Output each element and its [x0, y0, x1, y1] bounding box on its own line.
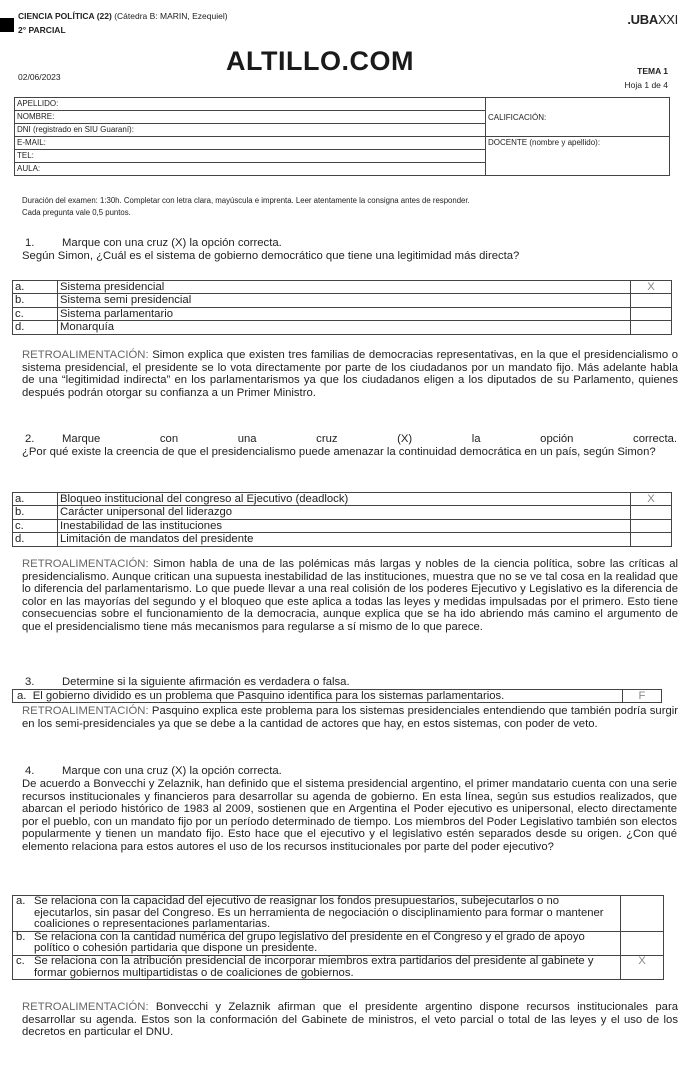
option-cell	[13, 931, 621, 955]
instructions-line1: Duración del examen: 1:30h. Completar con letra clara, mayúscula e imprenta. Leer atentamente la consigna antes de responder.	[22, 196, 470, 205]
option-text: Se relaciona con la cantidad numérica del grupo legislativo del presidente en el Congreso y el grado de apoyo político o cohesión partidaria que dispone un presidente.	[34, 930, 585, 955]
answer-box[interactable]	[631, 321, 672, 334]
q4-number: 4.	[25, 765, 35, 777]
course-name: CIENCIA POLÍTICA (22)	[18, 11, 112, 21]
feedback-text: Pasquino explica este problema para los sistemas presidenciales entendiendo que también podría surgir en los semi-presidenciales ya que se debe a la cantidad de actores que hay, en estos sistemas, con poder de veto.	[22, 705, 679, 730]
q4-feedback	[22, 1001, 678, 1039]
student-form	[14, 97, 670, 176]
statement-letter: a.	[17, 690, 27, 702]
q2-option-c[interactable]	[13, 519, 672, 532]
option-text: Se relaciona con la atribución presidencial de incorporar miembros extra partidarios del presidente al gabinete y formar gobiernos multipartidistas o de coaliciones de gobiernos.	[34, 954, 594, 979]
statement-cell	[13, 690, 623, 703]
option-letter: a.	[16, 895, 26, 907]
answer-box[interactable]	[631, 307, 672, 320]
field-dni[interactable]: DNI (registrado en SIU Guaraní):	[15, 124, 486, 137]
uba-logo-bold: .UBA	[627, 12, 658, 27]
q4-instruction: Marque con una cruz (X) la opción correcta.	[62, 765, 282, 777]
feedback-text: Simon habla de una de las polémicas más largas y nobles de la ciencia política, sobre las críticas al presidencialismo. Aunque critican una supuesta inestabilidad de las instituciones, muestra que no se ve tal cosa en la realidad que lo diferencia del parlamentarismo. Lo que puede llevar a una real colisión de los poderes Ejecutivo y Legislativo es la diferencia de color en las mayorías del segundo y el bloqueo que este aplica a todas las leyes y medidas impulsadas por el primero. Esto tiene consecuencias sobre el funcionamiento de la democracia, aunque explica que se ha ido abriendo más camino el argumento de que el presidencialismo tiene más mecanismos para regularse a sí mismo de lo que parece.	[22, 558, 679, 633]
answer-box[interactable]: X	[631, 281, 672, 294]
field-tel[interactable]: TEL:	[15, 150, 486, 163]
feedback-label: RETROALIMENTACIÓN:	[22, 1001, 149, 1013]
exam-date: 02/06/2023	[18, 72, 61, 82]
q1-option-a[interactable]	[13, 281, 672, 294]
q4-option-c[interactable]	[13, 955, 664, 979]
answer-box[interactable]: X	[621, 955, 664, 979]
q3-feedback	[22, 705, 678, 730]
option-text: Monarquía	[58, 321, 631, 334]
q1-question: Según Simon, ¿Cuál es el sistema de gobierno democrático que tiene una legitimidad más directa?	[22, 250, 520, 262]
q1-option-d[interactable]	[13, 321, 672, 334]
feedback-label: RETROALIMENTACIÓN:	[22, 349, 149, 361]
q4-option-b[interactable]	[13, 931, 664, 955]
q2-question: ¿Por qué existe la creencia de que el presidencialismo puede amenazar la continuidad democrática en un país, según Simon?	[22, 446, 656, 458]
option-letter: b.	[13, 294, 58, 307]
option-text: Sistema parlamentario	[58, 307, 631, 320]
q3-number: 3.	[25, 676, 35, 688]
q2-options	[12, 492, 672, 547]
option-text: Limitación de mandatos del presidente	[58, 533, 631, 546]
q2-option-a[interactable]	[13, 493, 672, 506]
option-letter: c.	[13, 307, 58, 320]
q4-options	[12, 895, 664, 980]
option-text: Sistema semi presidencial	[58, 294, 631, 307]
option-letter: b.	[13, 506, 58, 519]
instructions	[22, 195, 662, 219]
q2-option-d[interactable]	[13, 533, 672, 546]
q1-option-c[interactable]	[13, 307, 672, 320]
option-letter: c.	[16, 954, 25, 967]
exam-name: 2° PARCIAL	[18, 25, 66, 35]
answer-box[interactable]	[631, 506, 672, 519]
q3-statement[interactable]	[13, 690, 662, 703]
site-title: ALTILLO.COM	[226, 46, 414, 76]
course-line	[18, 11, 228, 21]
black-marker	[0, 18, 14, 32]
option-cell	[13, 896, 621, 932]
option-letter: b.	[16, 930, 26, 943]
page-count: Hoja 1 de 4	[624, 80, 668, 90]
field-aula[interactable]: AULA:	[15, 163, 486, 176]
answer-box[interactable]	[631, 294, 672, 307]
answer-box[interactable]	[621, 896, 664, 932]
field-calificacion[interactable]: CALIFICACIÓN:	[486, 98, 670, 137]
q4-instruction-line	[22, 765, 677, 778]
q2-number: 2.	[25, 433, 35, 445]
uba-logo-light: XXI	[657, 12, 678, 27]
answer-box[interactable]	[631, 519, 672, 532]
q1-instruction: Marque con una cruz (X) la opción correcta.	[62, 237, 282, 249]
q2-feedback	[22, 558, 678, 634]
feedback-text: Bonvecchi y Zelaznik afirman que el presidente argentino dispone recursos institucionales para desarrollar su agenda. Estos son la conformación del Gabinete de ministros, el veto parcial o total de las leyes y el uso de los decretos en particular el DNU.	[22, 1001, 679, 1039]
q2-option-b[interactable]	[13, 506, 672, 519]
q1-feedback	[22, 349, 678, 399]
option-text: Inestabilidad de las instituciones	[58, 519, 631, 532]
q2-instruction-line	[22, 433, 677, 446]
q3-statement-row	[12, 689, 662, 703]
option-text: Sistema presidencial	[58, 281, 631, 294]
option-text: Se relaciona con la capacidad del ejecutivo de reasignar los fondos presupuestarios, subejecutarlos o no ejecutarlos, sin pasar del Congreso. Es un herramienta de negociación o disciplinamiento para formar o mantener coaliciones o representaciones parlamentarias.	[34, 895, 604, 931]
feedback-label: RETROALIMENTACIÓN:	[22, 558, 149, 570]
q1-instruction-line	[22, 237, 677, 250]
q4-option-a[interactable]	[13, 896, 664, 932]
catedra: (Cátedra B: MARIN, Ezequiel)	[114, 11, 228, 21]
instructions-line2: Cada pregunta vale 0,5 puntos.	[22, 208, 131, 217]
field-apellido[interactable]: APELLIDO:	[15, 98, 486, 111]
option-text: Bloqueo institucional del congreso al Ejecutivo (deadlock)	[58, 493, 631, 506]
feedback-text: Simon explica que existen tres familias de democracias representativas, en la que el presidencialismo o sistema presidencial, el presidente se lo vota directamente por parte de los ciudadanos por un mandato fijo. Más adelante habla de una “legitimidad indirecta” en los parlamentarismos ya que los ciudadanos eligen a los diputados de su Parlamento, quienes después podrán otorgar su confianza a un Primer Ministro.	[22, 349, 678, 399]
answer-box[interactable]: F	[623, 690, 662, 703]
answer-box[interactable]	[631, 533, 672, 546]
answer-box[interactable]: X	[631, 493, 672, 506]
q4-question: De acuerdo a Bonvecchi y Zelaznik, han definido que el sistema presidencial argentino, el primer mandatario cuenta con una serie recursos institucionales y financieros para desarrollar su agenda de gobierno. En esta línea, según sus estudios realizados, que abarcan el periodo histórico de 1983 al 2009, sostienen que en Argentina el Poder ejecutivo es unipersonal, electo directamente por el pueblo, con un mandato fijo por un período determinado de tiempo. Los miembros del Poder Legislativo también son electos popularmente y tienen un mandato fijo. Esto hace que el ejecutivo y el legislativo estén separados desde su origen. ¿Con qué elemento relaciona para estos autores el uso de los recursos institucionales por parte del poder ejecutivo?	[22, 778, 677, 853]
option-cell	[13, 955, 621, 979]
field-docente[interactable]: DOCENTE (nombre y apellido):	[486, 137, 670, 176]
statement-text: El gobierno dividido es un problema que Pasquino identifica para los sistemas parlamentarios.	[32, 690, 505, 702]
option-text: Carácter unipersonal del liderazgo	[58, 506, 631, 519]
answer-box[interactable]	[621, 931, 664, 955]
tema-label: TEMA 1	[637, 66, 668, 76]
field-nombre[interactable]: NOMBRE:	[15, 111, 486, 124]
q3-instruction-line	[22, 676, 677, 689]
option-letter: a.	[13, 493, 58, 506]
q2-instruction: Marque con una cruz (X) la opción correcta.	[62, 433, 677, 445]
uba-logo	[627, 12, 678, 27]
option-letter: a.	[13, 281, 58, 294]
q1-option-b[interactable]	[13, 294, 672, 307]
option-letter: d.	[13, 321, 58, 334]
option-letter: c.	[13, 519, 58, 532]
q1-options	[12, 280, 672, 335]
field-email[interactable]: E-MAIL:	[15, 137, 486, 150]
feedback-label: RETROALIMENTACIÓN:	[22, 705, 149, 717]
q3-instruction: Determine si la siguiente afirmación es verdadera o falsa.	[62, 676, 350, 688]
option-letter: d.	[13, 533, 58, 546]
q1-number: 1.	[25, 237, 35, 249]
